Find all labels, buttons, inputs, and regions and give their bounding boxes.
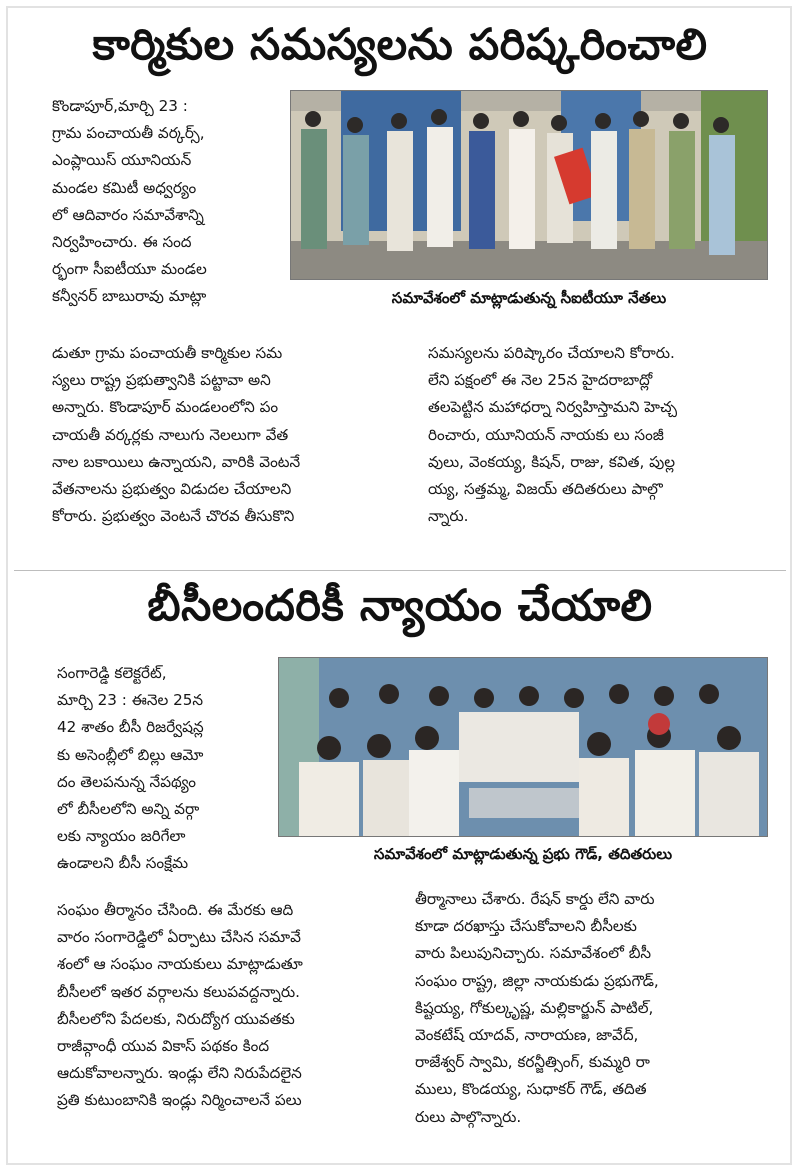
text-line: లేని పక్షంలో ఈ నెల 25న హైదరాబాద్లో — [428, 371, 653, 390]
article2-column-top-left — [57, 660, 272, 878]
text-line: వారు పిలుపునిచ్చారు. సమావేశంలో బీసీ — [415, 944, 652, 963]
article2-headline: బీసీలందరికీ న్యాయం చేయాలి — [147, 581, 653, 631]
text-line: కన్వీనర్ బాబురావు మాట్లా — [52, 287, 207, 306]
text-line: ఉండాలని బీసీ సంక్షేమ — [57, 854, 189, 873]
article2-photo — [278, 657, 768, 837]
text-line: మండల కమిటీ అధ్వర్యం — [52, 178, 197, 197]
text-line: కూడా దరఖాస్తు చేసుకోవాలని బీసీలకు — [415, 917, 637, 936]
text-line: గ్రామ పంచాయతీ వర్కర్స్, — [52, 124, 205, 143]
text-line: నాల బకాయిలు ఉన్నాయని, వారికి వెంటనే — [52, 452, 301, 471]
text-line: వారం సంగారెడ్డిలో ఏర్పాటు చేసిన సమావే — [57, 928, 301, 947]
text-line: శంలో ఆ సంఘం నాయకులు మాట్లాడుతూ — [57, 955, 303, 974]
text-line: తలపెట్టిన మహాధర్నా నిర్వహిస్తామని హెచ్చ — [428, 398, 678, 417]
text-line: రాజీవ్గాంధీ యువ వికాస్ పథకం కింద — [57, 1037, 270, 1056]
text-line: ర్భంగా సీఐటీయూ మండల — [52, 260, 207, 279]
text-line: ఆదుకోవాలన్నారు. ఇండ్లు లేని నిరుపేదలైన — [57, 1064, 302, 1083]
text-line: దం తెలపనున్న నేపథ్యం — [57, 772, 196, 791]
text-line: సంగారెడ్డి కలెక్టరేట్, — [57, 664, 167, 682]
bc-meeting-group-photo — [279, 658, 767, 836]
citu-leaders-group-photo — [291, 91, 767, 279]
article1-headline: కార్మికుల సమస్యలను పరిష్కరించాలి — [92, 20, 708, 70]
text-line: చాయతీ వర్కర్లకు నాలుగు నెలలుగా వేత — [52, 425, 289, 444]
text-line: బీసీలలో ఇతర వర్గాలను కలుపవద్దన్నారు. — [57, 982, 300, 1001]
article1-column-top-left — [52, 93, 284, 311]
article1-column-bottom-right — [428, 340, 771, 530]
text-line: కొండాపూర్,మార్చి 23 : — [52, 97, 188, 115]
text-line: వెంకటేష్ యాదవ్, నారాయణ, జావేద్, — [415, 1026, 639, 1045]
text-line: మార్చి 23 : ఈనెల 25న — [57, 691, 204, 710]
text-line: తీర్మానాలు చేశారు. రేషన్ కార్డు లేని వారు — [415, 890, 655, 908]
article2-column-bottom-left — [57, 897, 399, 1115]
text-line: నిర్వహించారు. ఈ సంద — [52, 233, 192, 252]
article1-photo-caption: సమావేశంలో మాట్లాడుతున్న సీఐటీయూ నేతలు — [391, 289, 667, 307]
text-line: వేతనాలను ప్రభుత్వం విడుదల చేయాలని — [52, 480, 292, 499]
article1-photo — [290, 90, 768, 280]
article1-column-bottom-left — [52, 340, 412, 530]
text-line: ఎంప్లాయిస్ యూనియన్ — [52, 151, 192, 170]
text-line: సమస్యలను పరిష్కారం చేయాలని కోరారు. — [428, 344, 675, 362]
text-line: బీసీలలోని పేదలకు, నిరుద్యోగ యువతకు — [57, 1009, 295, 1028]
article2-photo-caption: సమావేశంలో మాట్లాడుతున్న ప్రభు గౌడ్, తదితరులు — [373, 845, 673, 863]
text-line: య్య, సత్తమ్మ, విజయ్ తదితరులు పాల్గొ — [428, 480, 663, 499]
text-line: రించారు, యూనియన్ నాయకు లు సంజీ — [428, 425, 664, 444]
text-line: ప్రతి కుటుంబానికి ఇండ్లు నిర్మించాలనే పలు — [57, 1091, 302, 1110]
text-line: సంఘం తీర్మానం చేసింది. ఈ మేరకు ఆది — [57, 901, 294, 919]
text-line: రులు పాల్గొన్నారు. — [415, 1107, 522, 1126]
text-line: రాజేశ్వర్ స్వామి, కరన్జీత్సింగ్, కుమ్మరి రా — [415, 1053, 650, 1072]
article2-column-bottom-right — [415, 886, 771, 1131]
text-line: వులు, వెంకయ్య, కిషన్, రాజు, కవిత, పుల్ల — [428, 452, 676, 471]
text-line: ములు, కొండయ్య, సుధాకర్ గౌడ్, తదిత — [415, 1080, 647, 1099]
text-line: కోరారు. ప్రభుత్వం వెంటనే చొరవ తీసుకొని — [52, 507, 295, 526]
text-line: 42 శాతం బీసీ రిజర్వేషన్ల — [57, 718, 204, 737]
text-line: డుతూ గ్రామ పంచాయతీ కార్మికుల సమ — [52, 344, 283, 362]
text-line: సంఘం రాష్ట్ర, జిల్లా నాయకుడు ప్రభుగౌడ్, — [415, 971, 659, 990]
text-line: స్యలు రాష్ట్ర ప్రభుత్వానికి పట్టావా అని — [52, 371, 271, 390]
article-divider — [14, 570, 786, 571]
text-line: లో బీసీలలోని అన్ని వర్గా — [57, 800, 200, 819]
text-line: లకు న్యాయం జరిగేలా — [57, 827, 186, 846]
text-line: లో ఆదివారం సమావేశాన్ని — [52, 205, 204, 224]
text-line: కిష్టయ్య, గోకుల్కృష్ణ, మల్లికార్జున్ పాటిల్, — [415, 998, 654, 1017]
text-line: అన్నారు. కొండాపూర్ మండలంలోని పం — [52, 398, 279, 417]
text-line: కు అసెంబ్లీలో బిల్లు ఆమో — [57, 745, 204, 764]
text-line: న్నారు. — [428, 507, 469, 526]
